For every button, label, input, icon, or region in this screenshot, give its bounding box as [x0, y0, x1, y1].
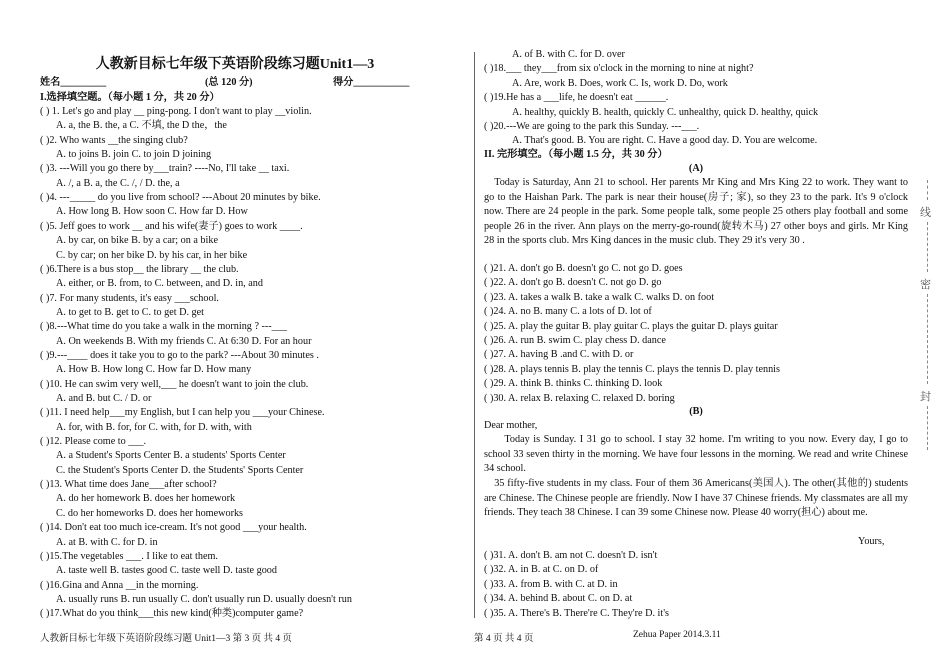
answer-options: A. On weekends B. With my friends C. At 6:30 D. For an hour [56, 335, 312, 347]
cloze-option-line: ( )21. A. don't go B. doesn't go C. not go D. goes [484, 263, 683, 274]
section1-heading: I.选择填空题。（每小题 1 分，共 20 分） [40, 92, 220, 103]
cloze-option-line: ( )33. A. from B. with C. at D. in [484, 578, 618, 590]
answer-options: A. That's good. B. You are right. C. Have a good day. D. You are welcome. [512, 135, 818, 147]
seal-char-1: 线 [920, 207, 931, 219]
part-a-heading: (A) [688, 163, 704, 174]
exam-title: 人教新目标七年级下英语阶段练习题Unit1—3 [95, 57, 375, 72]
cloze-option-line: ( )27. A. having B .and C. with D. or [484, 349, 634, 361]
cloze-option-line: ( )31. A. don't B. am not C. doesn't D. isn't [484, 550, 658, 561]
question-stem: ( )10. He can swim very well,___ he doesn't want to join the club. [40, 378, 309, 390]
question-stem: ( ) 1. Let's go and play __ ping-pong. I don't want to play __violin. [40, 106, 312, 117]
right-footer-source: Zehua Paper 2014.3.11 [633, 630, 721, 640]
question-stem: ( )19.He has a ___life, he doesn't eat ______. [484, 92, 669, 104]
passage-a: Today is Saturday, Ann 21 to school. Her parents Mr King and Mrs King 22 to work. They want to go to the Haishan Park. The park is near their house(房子; 家), so they 23 to the park. It's 9 o'clock now. There are 24 people in the park. Some people talk, some people 25 others play football and some people 26 in the river. Ann plays on the merry-go-round(旋转木马) 27 other boys and girls. Mr King 28 in the sports club. Mrs King dances in the music club. They 29 it's very 30 . [484, 177, 908, 247]
question-stem: ( )7. For many students, it's easy ___school. [40, 292, 219, 304]
cloze-option-line: ( )32. A. in B. at C. on D. of [484, 564, 599, 576]
answer-options: A. usually runs B. run usually C. don't usually run D. usually doesn't run [56, 593, 352, 605]
answer-options: A. Are, work B. Does, work C. Is, work D. Do, work [512, 77, 728, 89]
cloze-option-line: ( )25. A. play the guitar B. play guitar C. plays the guitar D. plays guitar [484, 320, 778, 332]
column-divider [474, 52, 475, 618]
answer-options: A. at B. with C. for D. in [56, 536, 158, 548]
question-stem: ( )11. I need help___my English, but I can help you ___your Chinese. [40, 407, 325, 419]
cloze-option-line: ( )34. A. behind B. about C. on D. at [484, 593, 633, 605]
section2-heading: II. 完形填空。（每小题 1.5 分，共 30 分） [484, 149, 668, 160]
question-stem: ( )14. Don't eat too much ice-cream. It's not good ___your health. [40, 522, 307, 534]
answer-options: A. to joins B. join C. to join D joining [56, 149, 212, 161]
question-stem: ( )16.Gina and Anna __in the morning. [40, 579, 199, 591]
answer-options: A. How long B. How soon C. How far D. How [56, 206, 248, 218]
cloze-option-line: ( )28. A. plays tennis B. play the tennis C. plays the tennis D. play tennis [484, 363, 780, 375]
passage-b-paragraph-2: 35 fifty-five students in my class. Four of them 36 Americans(美国人). The other(其他的) students are Chinese. The Chinese people are friendly. Now I have 37 Chinese friends. My classmates are all my friends. They teach 38 Chinese. I can 39 some Chinese now. Please 40 worry(担心) about me. [484, 478, 908, 519]
question-stem: ( )8.---What time do you take a walk in the morning ? ---___ [40, 321, 287, 333]
cloze-option-line: ( )22. A. don't go B. doesn't C. not go D. go [484, 277, 662, 289]
answer-options: C. by car; on her bike D. by his car, in her bike [56, 249, 248, 261]
question-stem: ( )12. Please come to ___. [40, 436, 147, 448]
answer-options: A. either, or B. from, to C. between, and D. in, and [56, 278, 263, 290]
part-b-heading: (B) [689, 406, 703, 417]
letter-closing: Yours, [858, 536, 885, 547]
seal-char-2: 密 [920, 279, 931, 291]
answer-options: C. the Student's Sports Center D. the Students' Sports Center [56, 464, 304, 476]
cloze-option-line: ( )24. A. no B. many C. a lots of D. lot of [484, 306, 652, 318]
answer-options: A. to get to B. get to C. to get D. get [56, 306, 204, 318]
cloze-option-line: ( )35. A. There's B. There're C. They're D. it's [484, 607, 670, 619]
salutation: Dear mother, [484, 420, 538, 431]
seal-dash [927, 222, 928, 272]
name-label: 姓名_________ [40, 77, 107, 88]
cloze-option-line: ( )23. A. takes a walk B. take a walk C. walks D. on foot [484, 291, 715, 303]
left-page [0, 0, 470, 671]
answer-options: C. do her homeworks D. does her homeworks [56, 507, 244, 519]
question-stem: ( )4. ---_____ do you live from school? ---About 20 minutes by bike. [40, 192, 321, 204]
question-stem: ( )3. ---Will you go there by___train? ----No, I'll take __ taxi. [40, 163, 290, 175]
seal-char-3: 封 [920, 391, 931, 403]
right-footer-page: 第 4 页 共 4 页 [474, 634, 534, 644]
question-stem: ( )9.---____ does it take you to go to the park? ---About 30 minutes . [40, 349, 319, 361]
question-stem: ( )15.The vegetables ___. I like to eat them. [40, 550, 218, 562]
answer-options: A. do her homework B. does her homework [56, 493, 236, 505]
answer-options: A. How B. How long C. How far D. How many [56, 364, 252, 376]
cloze-option-line: ( )30. A. relax B. relaxing C. relaxed D. boring [484, 392, 675, 404]
answer-options: A. for, with B. for, for C. with, for D. with, with [56, 421, 252, 433]
right-page [474, 0, 910, 671]
cloze-option-line: ( )26. A. run B. swim C. play chess D. dance [484, 335, 666, 346]
answer-options: A. by car, on bike B. by a car; on a bike [56, 235, 218, 247]
answer-options: A. taste well B. tastes good C. taste well D. taste good [56, 565, 277, 577]
answer-options: A. of B. with C. for D. over [512, 49, 625, 60]
answer-options: A. a Student's Sports Center B. a students' Sports Center [56, 450, 286, 462]
total-label: (总 120 分) [205, 77, 253, 88]
question-stem: ( )6.There is a bus stop__ the library __ the club. [40, 263, 239, 275]
question-stem: ( )5. Jeff goes to work __ and his wife(妻子) goes to work ____. [40, 220, 303, 232]
question-stem: ( )18.___ they___from six o'clock in the morning to nine at night? [484, 63, 754, 75]
answer-options: A. a, the B. the, a C. 不填, the D the，the [56, 120, 227, 132]
passage-b-paragraph-1: Today is Sunday. I 31 go to school. I stay 32 home. I'm writing to you now. Every day, I go to school 33 seven thirty in the morning. We have four lessons in the morning. We read and write Chinese 34 school. [484, 434, 908, 475]
question-stem: ( )13. What time does Jane___after school? [40, 479, 217, 491]
question-stem: ( )20.---We are going to the park this Sunday. ---___. [484, 121, 700, 132]
answer-options: A. healthy, quickly B. health, quickly C. unhealthy, quick D. healthy, quick [512, 106, 819, 118]
question-stem: ( )2. Who wants __the singing club? [40, 134, 188, 146]
cloze-option-line: ( )29. A. think B. thinks C. thinking D. look [484, 378, 663, 390]
seal-dash [927, 180, 928, 200]
score-label: 得分___________ [333, 77, 410, 88]
seal-line-margin [916, 180, 940, 450]
seal-dash [927, 406, 928, 450]
seal-dash [927, 294, 928, 384]
question-stem: ( )17.What do you think___this new kind(种类)computer game? [40, 608, 304, 620]
answer-options: A. and B. but C. / D. or [56, 393, 152, 404]
answer-options: A. /, a B. a, the C. /, / D. the, a [56, 177, 180, 189]
left-footer: 人教新目标七年级下英语阶段练习题 Unit1—3 第 3 页 共 4 页 [40, 634, 293, 644]
